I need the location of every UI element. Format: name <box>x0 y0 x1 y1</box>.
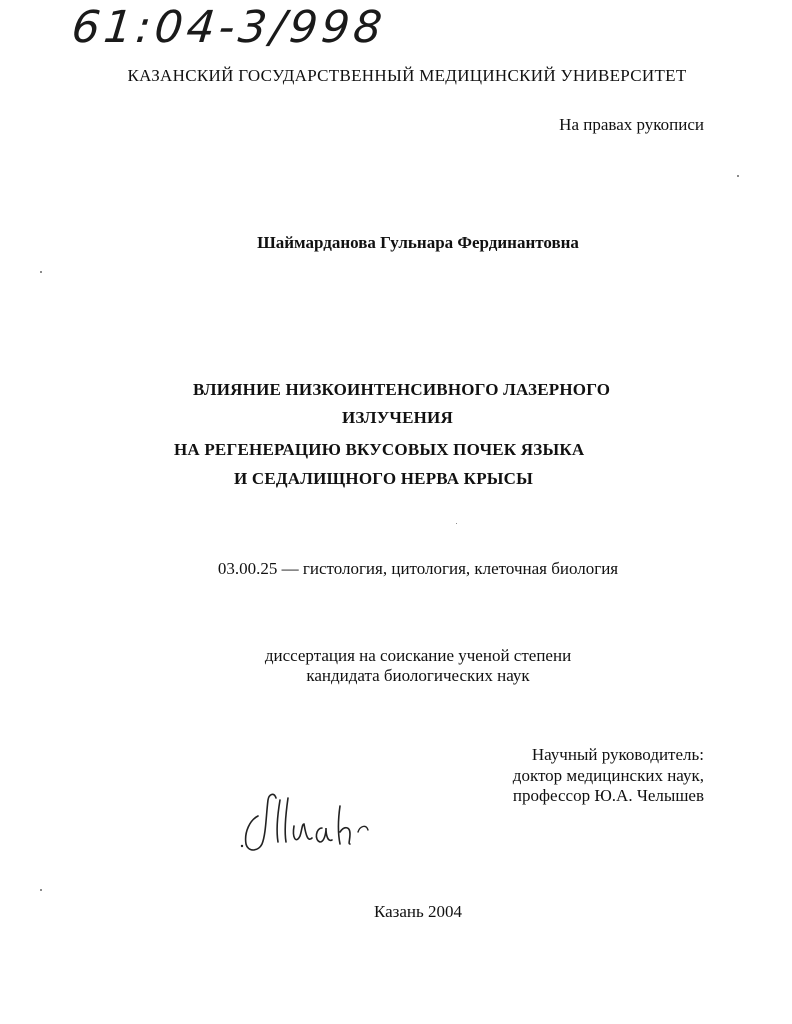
scan-speck <box>40 271 42 273</box>
manuscript-rights-label: На правах рукописи <box>559 115 704 134</box>
thesis-title-line-4: И СЕДАЛИЩНОГО НЕРВА КРЫСЫ <box>234 469 534 488</box>
thesis-title-line-2: ИЗЛУЧЕНИЯ <box>342 408 453 427</box>
specialty-code: 03.00.25 — гистология, цитология, клеточная биология <box>217 559 619 578</box>
city-year: Казань 2004 <box>373 902 463 921</box>
thesis-title-line-3: НА РЕГЕНЕРАЦИЮ ВКУСОВЫХ ПОЧЕК ЯЗЫКА <box>174 440 585 459</box>
author-name: Шаймарданова Гульнара Фердинантовна <box>257 233 579 252</box>
degree-line-2: кандидата биологических наук <box>306 666 530 685</box>
supervisor-degree: доктор медицинских наук, <box>512 766 704 785</box>
scan-speck <box>40 889 42 891</box>
supervisor-name: профессор Ю.А. Челышев <box>512 786 704 805</box>
handwritten-signature <box>236 786 386 856</box>
scan-speck <box>456 523 457 524</box>
archive-number: 61:04-3/998 <box>69 2 389 53</box>
thesis-title-line-1: ВЛИЯНИЕ НИЗКОИНТЕНСИВНОГО ЛАЗЕРНОГО <box>193 380 611 399</box>
supervisor-label: Научный руководитель: <box>531 745 704 764</box>
university-name: КАЗАНСКИЙ ГОСУДАРСТВЕННЫЙ МЕДИЦИНСКИЙ УНИВЕРСИТЕТ <box>127 66 687 85</box>
degree-line-1: диссертация на соискание ученой степени <box>264 646 572 665</box>
scan-speck <box>737 175 739 177</box>
